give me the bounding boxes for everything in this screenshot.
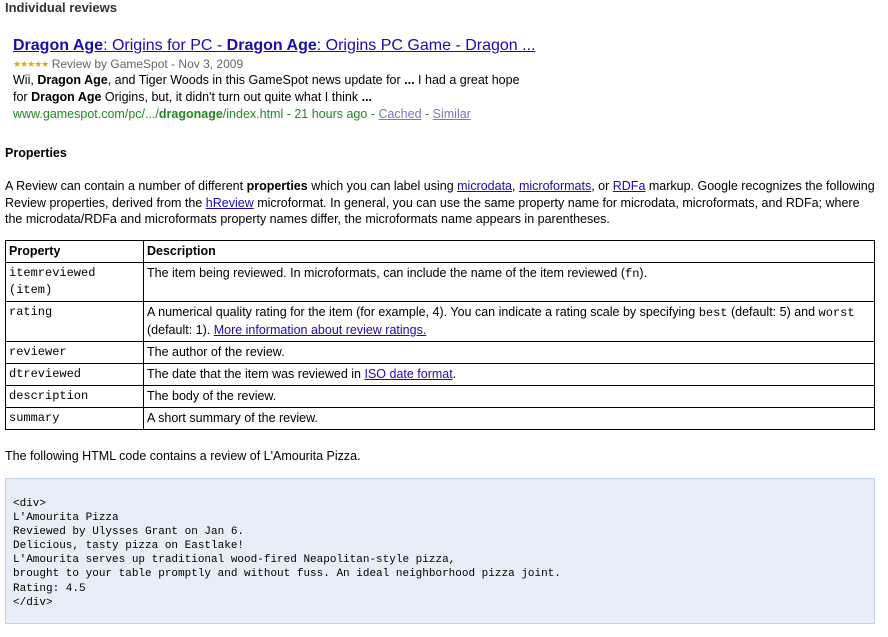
result-snippet: Wii, Dragon Age, and Tiger Woods in this GameSpot news update for ... I had a great hope for Dragon Age Origins, but, it didn't turn out quite what I think ...: [13, 73, 520, 104]
property-cell: dtreviewed: [6, 364, 144, 386]
description-cell: The author of the review.: [144, 342, 875, 364]
hreview-link[interactable]: hReview: [205, 195, 254, 210]
individual-reviews-heading: Individual reviews: [5, 0, 117, 15]
table-header-row: [6, 241, 875, 263]
code-sample: <div> L'Amourita Pizza Reviewed by Ulysses Grant on Jan 6. Delicious, tasty pizza on Eastlake! L'Amourita serves up traditional wood-fired Neapolitan-style pizza, brought to your table promptly and without fuss. An ideal neighborhood pizza joint. Rating: 4.5 </div>: [5, 478, 875, 624]
search-result: [13, 36, 573, 123]
table-row: [6, 342, 875, 364]
column-header: Property: [6, 241, 144, 263]
column-header: Description: [144, 241, 875, 263]
properties-heading: Properties: [5, 146, 67, 160]
description-cell: The item being reviewed. In microformats, can include the name of the item reviewed (fn).: [144, 263, 875, 302]
property-cell: summary: [6, 408, 144, 430]
description-cell: The body of the review.: [144, 386, 875, 408]
rating-stars-icon: ★★★★★: [13, 59, 49, 69]
table-row: [6, 408, 875, 430]
properties-table: [5, 240, 875, 430]
property-cell: itemreviewed (item): [6, 263, 144, 302]
table-row: [6, 263, 875, 302]
iso-date-format-link[interactable]: ISO date format: [364, 367, 453, 381]
properties-intro: A Review can contain a number of different properties which you can label using microdata, microformats, or RDFa markup. Google recognizes the following Review properties, derived from the hReview microformat. In general, you can use the same property name for microdata, microformats, and RDFa; where the microdata/RDFa and microformats property names differ, the microformats name appears in parentheses.: [5, 179, 875, 226]
result-url-line: www.gamespot.com/pc/.../dragonage/index.html - 21 hours ago - Cached - Similar: [13, 107, 471, 121]
property-cell: description: [6, 386, 144, 408]
similar-link[interactable]: Similar: [432, 107, 471, 121]
description-cell: A numerical quality rating for the item (for example, 4). You can indicate a rating scale by specifying best (default: 5) and worst (default: 1). More information about review ratings.: [144, 302, 875, 342]
result-title-link[interactable]: Dragon Age: Origins for PC - Dragon Age: Origins PC Game - Dragon ...: [13, 37, 536, 54]
table-row: [6, 386, 875, 408]
property-cell: rating: [6, 302, 144, 342]
table-row: [6, 364, 875, 386]
property-cell: reviewer: [6, 342, 144, 364]
review-ratings-link[interactable]: More information about review ratings.: [213, 323, 427, 337]
microdata-link[interactable]: microdata: [457, 179, 513, 193]
description-cell: A short summary of the review.: [144, 408, 875, 430]
description-cell: The date that the item was reviewed in ISO date format.: [144, 364, 875, 386]
cached-link[interactable]: Cached: [378, 107, 422, 121]
table-row: [6, 302, 875, 342]
code-intro-text: The following HTML code contains a review of L'Amourita Pizza.: [5, 449, 361, 463]
review-meta: ★★★★★ Review by GameSpot - Nov 3, 2009: [13, 57, 244, 71]
rdfa-link[interactable]: RDFa: [612, 179, 646, 193]
microformats-link[interactable]: microformats: [518, 179, 592, 193]
